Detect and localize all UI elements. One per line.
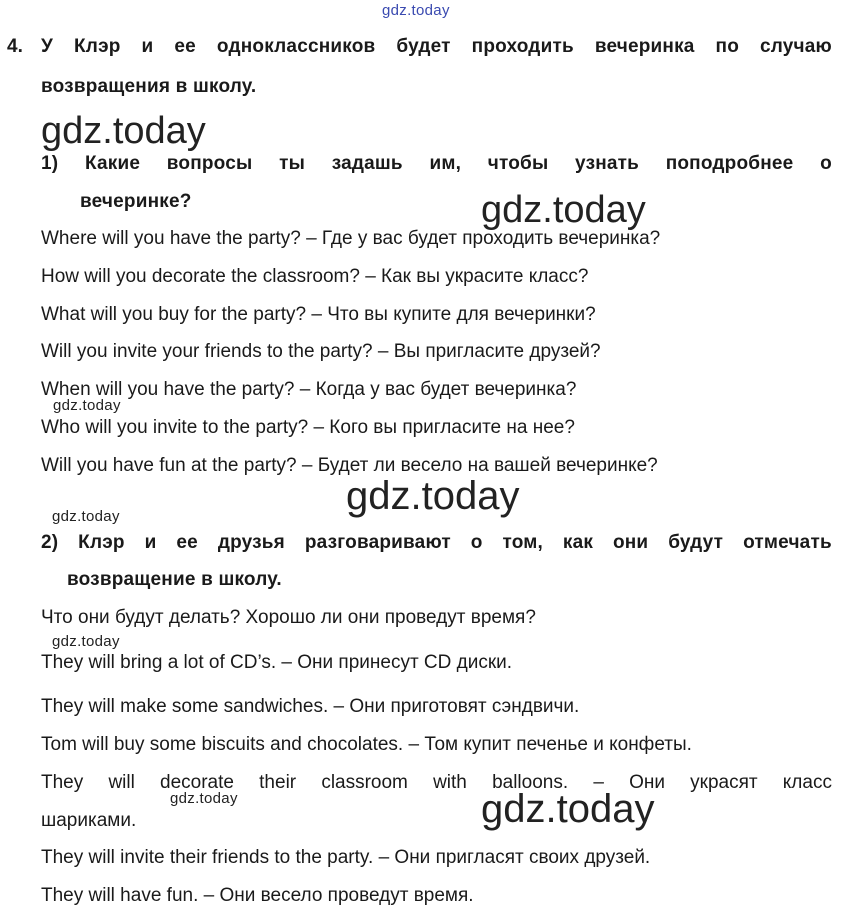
heading-word: поподробнее (665, 153, 794, 174)
part1-heading-line2: вечеринке? (80, 191, 192, 212)
answer-word: класс (782, 772, 832, 793)
heading-word: одноклассников (216, 36, 376, 57)
part1-answer: Where will you have the party? – Где у вас будет проходить вечеринка? (41, 228, 661, 249)
heading-word: будут (668, 532, 724, 553)
heading-word: о (470, 532, 483, 553)
watermark: gdz.today (41, 110, 206, 152)
heading-word: вечеринка (594, 36, 695, 57)
part2-heading-line2: возвращение в школу. (67, 569, 282, 590)
heading-word: Клэр (78, 532, 125, 553)
watermark: gdz.today (52, 633, 120, 650)
part1-answer: Will you invite your friends to the party? – Вы пригласите друзей? (41, 341, 601, 362)
answer-word: украсят (690, 772, 758, 793)
part1-answer: Who will you invite to the party? – Кого вы пригласите на нее? (41, 417, 575, 438)
part1-answer: What will you buy for the party? – Что вы купите для вечеринки? (41, 304, 596, 325)
watermark-top: gdz.today (382, 2, 450, 19)
watermark: gdz.today (53, 397, 121, 414)
part2-answer: Tom will buy some biscuits and chocolates. – Том купит печенье и конфеты. (41, 734, 692, 755)
heading-word: как (562, 532, 594, 553)
heading-word: задашь (331, 153, 403, 174)
answer-word: with (433, 772, 467, 793)
answer-word: Они (629, 772, 665, 793)
part1-answer: Will you have fun at the party? – Будет ли весело на вашей вечеринке? (41, 455, 658, 476)
heading-word: и (141, 36, 154, 57)
heading-word: отмечать (743, 532, 832, 553)
heading-word: ее (176, 532, 198, 553)
answer-word: will (108, 772, 135, 793)
watermark: gdz.today (481, 787, 655, 831)
answer-word: classroom (321, 772, 408, 793)
answer-word: They (41, 772, 84, 793)
heading-word: 2) (41, 532, 59, 553)
answer-word: their (259, 772, 297, 793)
part2-answer: They will invite their friends to the party. – Они пригласят своих друзей. (41, 847, 651, 868)
part2-answer: They will make some sandwiches. – Они приготовят сэндвичи. (41, 696, 580, 717)
heading-word: проходить (471, 36, 574, 57)
task-heading-line1 (41, 36, 832, 58)
heading-word: разговаривают (304, 532, 451, 553)
part1-answer: When will you have the party? – Когда у вас будет вечеринка? (41, 379, 577, 400)
answer-word: decorate (160, 772, 234, 793)
heading-word: У (41, 36, 54, 57)
task-number: 4. (7, 36, 23, 57)
part1-answer: How will you decorate the classroom? – Как вы украсите класс? (41, 266, 589, 287)
heading-word: друзья (217, 532, 285, 553)
heading-word: Какие (84, 153, 141, 174)
heading-word: и (144, 532, 157, 553)
part1-heading-line1 (41, 153, 832, 175)
watermark: gdz.today (346, 474, 520, 518)
part2-heading-line1 (41, 532, 832, 554)
task-heading-line2: возвращения в школу. (41, 76, 257, 97)
heading-word: чтобы (487, 153, 549, 174)
heading-word: вопросы (166, 153, 253, 174)
heading-word: 1) (41, 153, 59, 174)
heading-word: по (715, 36, 740, 57)
heading-word: о (820, 153, 832, 174)
part2-question: Что они будут делать? Хорошо ли они проведут время? (41, 607, 536, 628)
answer-word: – (593, 772, 604, 793)
watermark: gdz.today (170, 790, 238, 807)
heading-word: том, (502, 532, 544, 553)
heading-word: случаю (760, 36, 832, 57)
heading-word: ее (174, 36, 196, 57)
part2-answer: They will have fun. – Они весело проведут время. (41, 885, 474, 906)
heading-word: им, (429, 153, 462, 174)
heading-word: узнать (575, 153, 640, 174)
heading-word: будет (396, 36, 451, 57)
heading-word: они (612, 532, 649, 553)
heading-word: ты (279, 153, 306, 174)
part2-answer: They will bring a lot of CD’s. – Они принесут CD диски. (41, 652, 513, 673)
part2-answer-balloons (41, 772, 832, 794)
heading-word: Клэр (74, 36, 121, 57)
part2-answer-balloons-cont: шариками. (41, 810, 137, 831)
watermark: gdz.today (52, 508, 120, 525)
watermark: gdz.today (481, 189, 646, 231)
answer-word: balloons. (492, 772, 569, 793)
